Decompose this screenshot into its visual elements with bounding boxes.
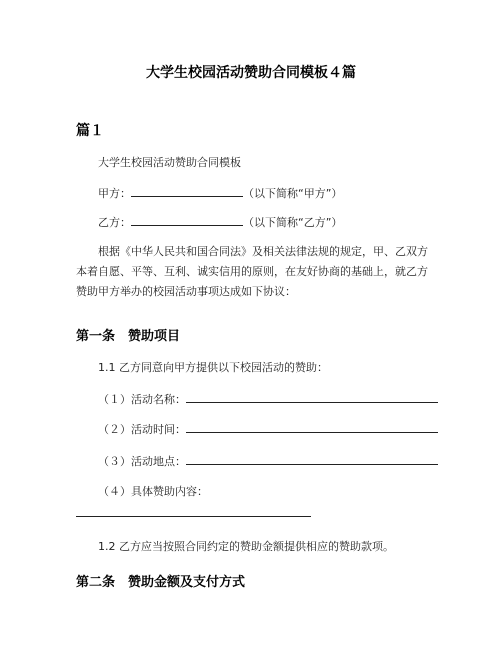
party-a-line	[98, 184, 428, 204]
item-2-blank	[186, 420, 438, 433]
party-b-line	[98, 213, 428, 233]
item-2-label: （２）活动时间：	[98, 423, 186, 436]
party-b-label: 乙方：	[98, 216, 131, 229]
party-a-note: （以下简称“甲方”）	[243, 187, 343, 200]
intro-paragraph: 根据《中华人民共和国合同法》及相关法律法规的规定，甲、乙双方本着自愿、平等、互利、诚实信用的原则，在友好协商的基础上，就乙方赞助甲方举办的校园活动事项达成如下协议：	[76, 245, 428, 298]
item-4-blank	[76, 516, 311, 517]
clause-1-1: 1.1 乙方同意向甲方提供以下校园活动的赞助：	[98, 361, 328, 374]
item-1-blank	[186, 390, 438, 403]
item-3-blank	[186, 452, 438, 465]
item-1-label: （１）活动名称：	[98, 393, 186, 406]
article-2-heading: 第二条 赞助金额及支付方式	[76, 575, 246, 590]
party-a-label: 甲方：	[98, 187, 131, 200]
item-2-line	[98, 420, 428, 440]
item-3-label: （３）活动地点：	[98, 455, 186, 468]
party-a-blank	[131, 184, 243, 197]
item-4-line: （４）具体赞助内容：	[98, 485, 208, 498]
document-title: 大学生校园活动赞助合同模板４篇	[146, 65, 356, 81]
item-3-line	[98, 452, 428, 472]
clause-1-2: 1.2 乙方应当按照合同约定的赞助金额提供相应的赞助款项。	[98, 540, 394, 553]
item-1-line	[98, 390, 428, 410]
article-1-heading: 第一条 赞助项目	[76, 329, 181, 344]
contract-subtitle: 大学生校园活动赞助合同模板	[98, 156, 241, 169]
party-b-note: （以下简称“乙方”）	[243, 216, 343, 229]
section-heading: 篇１	[76, 123, 104, 139]
party-b-blank	[131, 213, 243, 226]
